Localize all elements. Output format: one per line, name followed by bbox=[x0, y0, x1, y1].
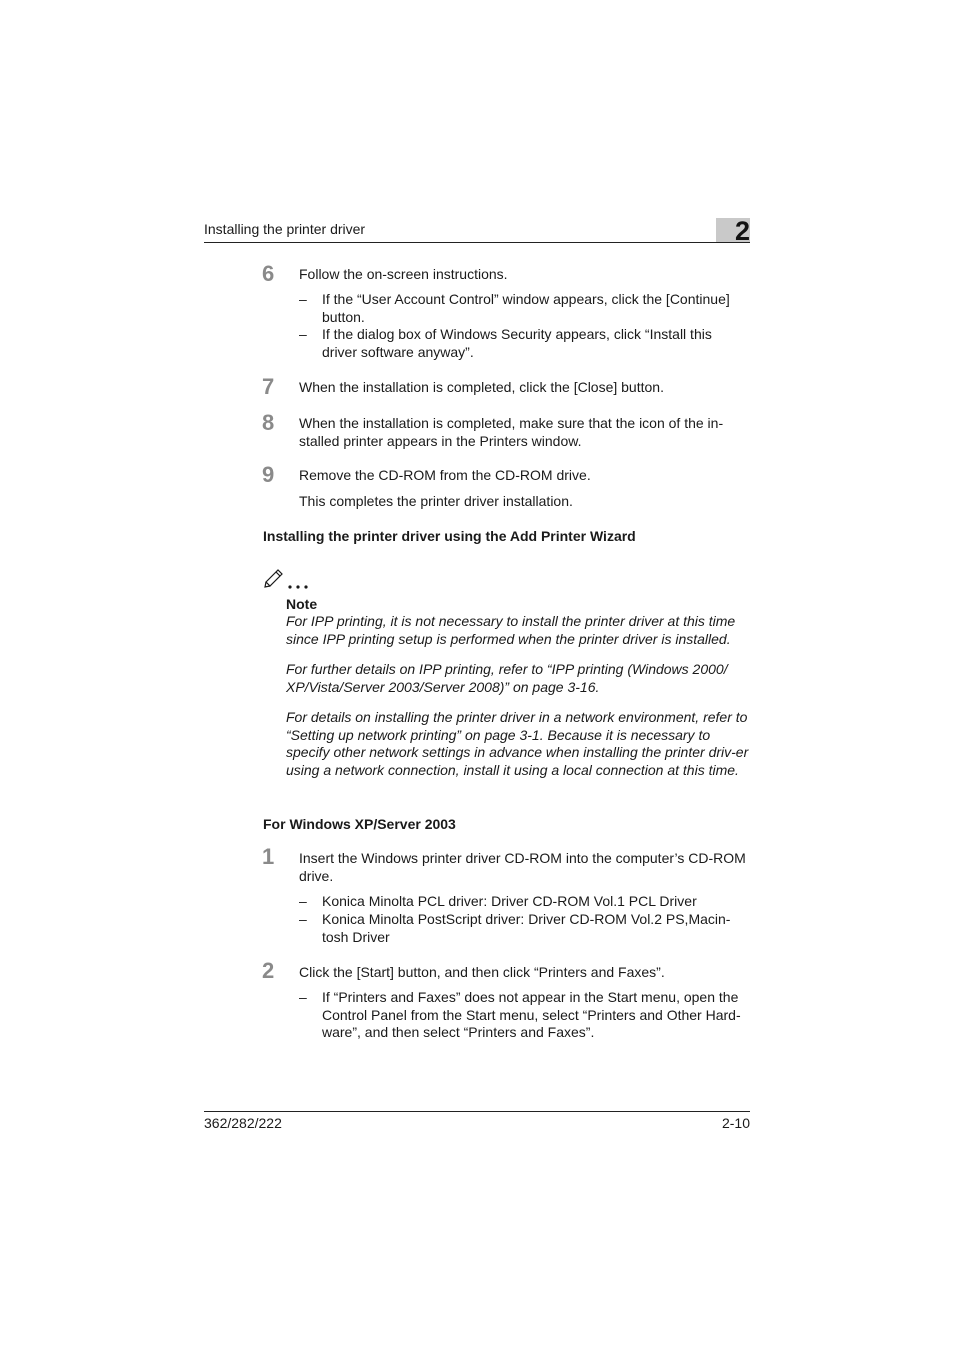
note-pencil-icon bbox=[263, 565, 313, 596]
footer-model: 362/282/222 bbox=[204, 1115, 282, 1131]
step-text: Insert the Windows printer driver CD-ROM into the computer’s CD-ROM drive. bbox=[299, 850, 746, 884]
bullet-text: If the “User Account Control” window appears, click the [Continue] button. bbox=[322, 291, 730, 325]
running-header-title: Installing the printer driver bbox=[204, 221, 366, 237]
step-text: When the installation is completed, make sure that the icon of the in-stalled printer appears in the Printers window. bbox=[299, 415, 724, 449]
note-paragraph: For IPP printing, it is not necessary to install the printer driver at this time since IPP printing setup is performed when the printer driver is installed. bbox=[286, 613, 736, 647]
bullet-dash: – bbox=[299, 893, 307, 909]
step-number: 7 bbox=[262, 374, 275, 399]
step-number: 9 bbox=[262, 462, 275, 487]
step-text: Follow the on-screen instructions. bbox=[299, 266, 508, 282]
note-paragraph: For details on installing the printer driver in a network environment, refer to “Setting up network printing” on page 3-1. Because it is necessary to specify other network settings in advance when installing the printer driv-er using a network connection, install it using a local connection at this time. bbox=[286, 709, 749, 778]
section-heading: For Windows XP/Server 2003 bbox=[263, 816, 456, 832]
note-label: Note bbox=[286, 596, 318, 612]
bullet-dash: – bbox=[299, 291, 307, 307]
bullet-dash: – bbox=[299, 989, 307, 1005]
bullet-text: If the dialog box of Windows Security appears, click “Install this driver software anyway”. bbox=[322, 326, 712, 360]
footer-page-number: 2-10 bbox=[721, 1115, 750, 1131]
note-paragraph: For further details on IPP printing, refer to “IPP printing (Windows 2000/ XP/Vista/Server 2003/Server 2008)” on page 3-16. bbox=[286, 661, 728, 695]
step-number: 8 bbox=[262, 410, 275, 435]
step-text: Click the [Start] button, and then click “Printers and Faxes”. bbox=[299, 964, 665, 980]
step-text: Remove the CD-ROM from the CD-ROM drive. bbox=[299, 467, 591, 483]
footer-rule bbox=[204, 1111, 750, 1112]
bullet-text: If “Printers and Faxes” does not appear in the Start menu, open the Control Panel from the Start menu, select “Printers and Other Hard-ware”, and then select “Printers and Faxes”. bbox=[322, 989, 741, 1041]
bullet-text: Konica Minolta PostScript driver: Driver CD-ROM Vol.2 PS,Macin-tosh Driver bbox=[322, 911, 731, 945]
step-result-text: This completes the printer driver installation. bbox=[299, 493, 573, 509]
bullet-text: Konica Minolta PCL driver: Driver CD-ROM Vol.1 PCL Driver bbox=[322, 893, 697, 909]
bullet-dash: – bbox=[299, 326, 307, 342]
chapter-number: 2 bbox=[734, 216, 750, 246]
step-text: When the installation is completed, click the [Close] button. bbox=[299, 379, 664, 395]
step-number: 6 bbox=[262, 261, 275, 286]
bullet-dash: – bbox=[299, 911, 307, 927]
step-number: 2 bbox=[262, 958, 275, 983]
section-heading: Installing the printer driver using the Add Printer Wizard bbox=[263, 528, 636, 544]
step-number: 1 bbox=[262, 844, 275, 869]
header-rule bbox=[204, 242, 750, 243]
